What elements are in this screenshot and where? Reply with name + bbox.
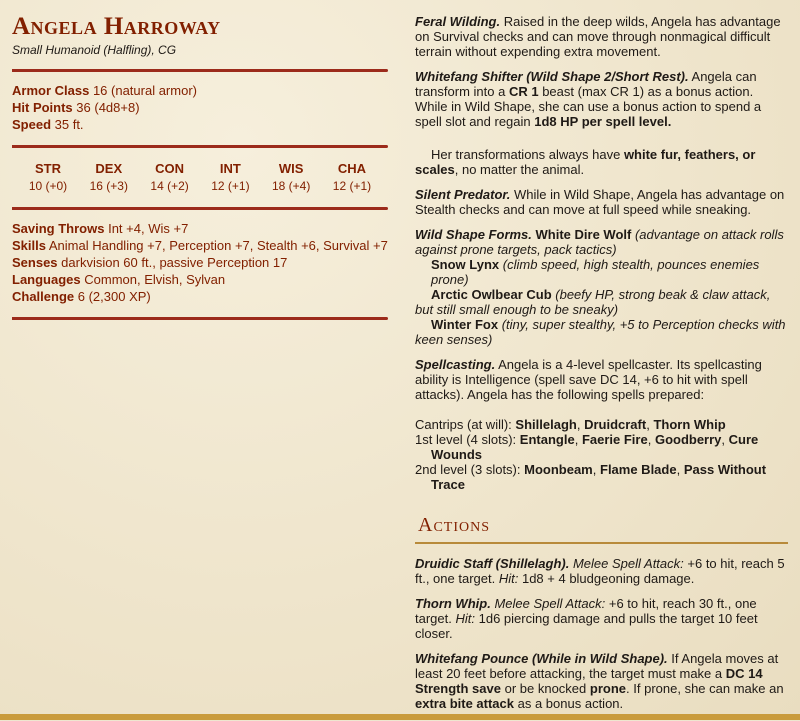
ability-con — [142, 161, 198, 195]
spell-row-cantrips: Cantrips (at will): Shillelagh, Druidcraft, Thorn Whip — [415, 417, 726, 432]
spell-name: Cure Wounds — [431, 432, 759, 462]
divider — [12, 145, 388, 148]
action-text: 1d8 + 4 bludgeoning damage. — [521, 570, 695, 586]
left-column — [12, 14, 388, 320]
form-name: Snow Lynx — [431, 257, 500, 272]
challenge-label: Challenge — [12, 289, 75, 304]
form-description: (climb speed, high stealth, pounces enemies prone) — [431, 257, 760, 287]
ability-value: 16 (+3) — [89, 179, 128, 193]
armor-class-label: Armor Class — [12, 83, 90, 98]
trait-text: Her transformations always have — [431, 147, 621, 162]
trait-title: Whitefang Shifter (Wild Shape 2/Short Rest). — [415, 69, 689, 84]
trait-text: , no matter the animal. — [454, 162, 585, 177]
trait-emphasis: white fur, feathers, or scales — [415, 147, 756, 177]
action-text: as a bonus action. — [517, 695, 624, 711]
divider — [12, 317, 388, 320]
spell-level-label: Cantrips (at will): — [415, 417, 512, 432]
ability-str — [20, 161, 76, 195]
ability-name: CHA — [337, 161, 367, 176]
core-stats — [12, 82, 388, 133]
skills — [12, 237, 388, 254]
attack-type: Melee Spell Attack: — [572, 555, 684, 571]
ability-name: CON — [155, 161, 185, 176]
page-bottom-border — [0, 714, 800, 720]
form-description: (tiny, super stealthy, +5 to Perception checks with keen senses) — [415, 317, 786, 347]
divider — [12, 207, 388, 210]
ability-name: INT — [219, 161, 241, 176]
ability-dex — [81, 161, 137, 195]
details — [12, 220, 388, 305]
attack-type: Melee Spell Attack: — [494, 595, 606, 611]
saving-throws-value: Int +4, Wis +7 — [108, 221, 189, 236]
saving-throws-label: Saving Throws — [12, 221, 105, 236]
creature-meta: Small Humanoid (Halfling), CG — [12, 43, 177, 57]
form-snow-lynx — [415, 257, 788, 287]
trait-title: Spellcasting. — [415, 357, 496, 372]
actions-heading: Actions — [418, 514, 491, 536]
divider — [12, 69, 388, 72]
senses — [12, 254, 388, 271]
hit-points — [12, 99, 388, 116]
action-emphasis: extra bite attack — [415, 695, 514, 711]
spell-name: Faerie Fire — [581, 432, 648, 447]
spell-name: Entangle — [519, 432, 575, 447]
form-white-dire-wolf — [415, 227, 788, 257]
hit-points-value: 36 (4d8+8) — [76, 100, 140, 115]
form-name: Winter Fox — [431, 317, 499, 332]
action-emphasis: prone — [589, 680, 627, 696]
ability-value: 10 (+0) — [28, 179, 68, 193]
action-text: . If prone, she can make an — [626, 680, 784, 696]
trait-text: Angela can transform into a — [415, 69, 757, 99]
ability-name: STR — [35, 161, 61, 176]
trait-title: Silent Predator. — [415, 187, 511, 202]
spell-name: Flame Blade — [600, 462, 677, 477]
trait-title: Wild Shape Forms. — [415, 227, 532, 242]
action-text: +6 to hit, reach 30 ft., one target. — [415, 595, 757, 626]
hit-label: Hit: — [455, 610, 475, 626]
action-text: +6 to hit, reach 5 ft., one target. — [415, 555, 785, 586]
ability-scores — [12, 161, 388, 195]
ability-value: 12 (+1) — [211, 179, 250, 193]
challenge-value: 6 (2,300 XP) — [77, 289, 151, 304]
ability-cha — [324, 161, 380, 195]
trait-feral-wilding — [415, 14, 788, 59]
action-text: If Angela moves at least 20 feet before attacking, the target must make a — [415, 650, 779, 681]
spell-row-level-1: 1st level (4 slots): Entangle, Faerie Fire, Goodberry, Cure Wounds — [415, 432, 759, 462]
form-winter-fox — [415, 317, 788, 347]
challenge — [12, 288, 388, 305]
languages-value: Common, Elvish, Sylvan — [84, 272, 226, 287]
action-title: Thorn Whip. — [415, 595, 491, 611]
armor-class-value: 16 (natural armor) — [92, 83, 197, 98]
trait-text: Angela is a 4-level spellcaster. Its spellcasting ability is Intelligence (spell save DC 14, +6 to hit with spell attacks). Angela has the following spells prepared: — [415, 357, 762, 402]
trait-emphasis: CR 1 — [508, 84, 539, 99]
spell-name: Moonbeam — [524, 462, 593, 477]
trait-silent-predator — [415, 187, 788, 217]
armor-class — [12, 82, 388, 99]
trait-text: Raised in the deep wilds, Angela has advantage on Survival checks and can move through nonmagical difficult terrain without expending extra movement. — [415, 14, 781, 59]
action-thorn-whip — [415, 596, 788, 641]
speed — [12, 116, 388, 133]
action-text: 1d6 piercing damage and pulls the target 10 feet closer. — [415, 610, 758, 641]
trait-text: beast (max CR 1) as a bonus action. While in Wild Shape, she can use a bonus action to spend a spell slot and regain — [415, 84, 762, 129]
form-description: (advantage on attack rolls against prone targets, pack tactics) — [415, 227, 784, 257]
spell-level-label: 1st level (4 slots): — [415, 432, 517, 447]
spell-name: Thorn Whip — [653, 417, 726, 432]
spell-name: Shillelagh — [515, 417, 577, 432]
spell-name: Goodberry — [654, 432, 722, 447]
spell-level-label: 2nd level (3 slots): — [415, 462, 521, 477]
ability-value: 18 (+4) — [272, 179, 311, 193]
speed-value: 35 ft. — [54, 117, 84, 132]
skills-value: Animal Handling +7, Perception +7, Stealth +6, Survival +7 — [48, 238, 388, 253]
trait-whitefang-shifter — [415, 69, 788, 129]
ability-wis — [263, 161, 319, 195]
right-column — [415, 14, 788, 721]
form-name: Arctic Owlbear Cub — [431, 287, 552, 302]
form-arctic-owlbear-cub — [415, 287, 788, 317]
saving-throws — [12, 220, 388, 237]
hit-points-label: Hit Points — [12, 100, 73, 115]
action-emphasis: DC 14 Strength save — [415, 665, 763, 696]
action-druidic-staff — [415, 556, 788, 586]
spell-row-level-2: 2nd level (3 slots): Moonbeam, Flame Blade, Pass Without Trace — [415, 462, 767, 492]
action-whitefang-pounce — [415, 651, 788, 711]
senses-label: Senses — [12, 255, 58, 270]
trait-text: While in Wild Shape, Angela has advantage on Stealth checks and can move at full speed while sneaking. — [415, 187, 785, 217]
action-title: Druidic Staff (Shillelagh). — [415, 555, 570, 571]
spell-name: Druidcraft — [584, 417, 647, 432]
trait-title: Feral Wilding. — [415, 14, 501, 29]
languages — [12, 271, 388, 288]
ability-int — [202, 161, 258, 195]
spell-name: Pass Without Trace — [431, 462, 767, 492]
ability-value: 12 (+1) — [332, 179, 372, 193]
trait-spellcasting — [415, 357, 788, 402]
action-title: Whitefang Pounce (While in Wild Shape). — [415, 650, 668, 666]
actions-divider — [415, 542, 788, 544]
trait-emphasis: 1d8 HP per spell level. — [534, 114, 672, 129]
ability-name: DEX — [95, 161, 123, 176]
creature-name: Angela Harroway — [12, 13, 221, 40]
form-description: (beefy HP, strong beak & claw attack, but still small enough to be sneaky) — [415, 287, 771, 317]
ability-name: WIS — [278, 161, 304, 176]
form-name: White Dire Wolf — [535, 227, 632, 242]
skills-label: Skills — [12, 238, 46, 253]
senses-value: darkvision 60 ft., passive Perception 17 — [61, 255, 288, 270]
hit-label: Hit: — [498, 570, 519, 586]
speed-label: Speed — [12, 117, 52, 132]
action-text: or be knocked — [504, 680, 587, 696]
ability-value: 14 (+2) — [150, 179, 189, 193]
trait-wild-shape-forms — [415, 227, 788, 347]
languages-label: Languages — [12, 272, 81, 287]
trait-shifter-appearance — [415, 147, 788, 177]
spell-list — [415, 417, 788, 492]
